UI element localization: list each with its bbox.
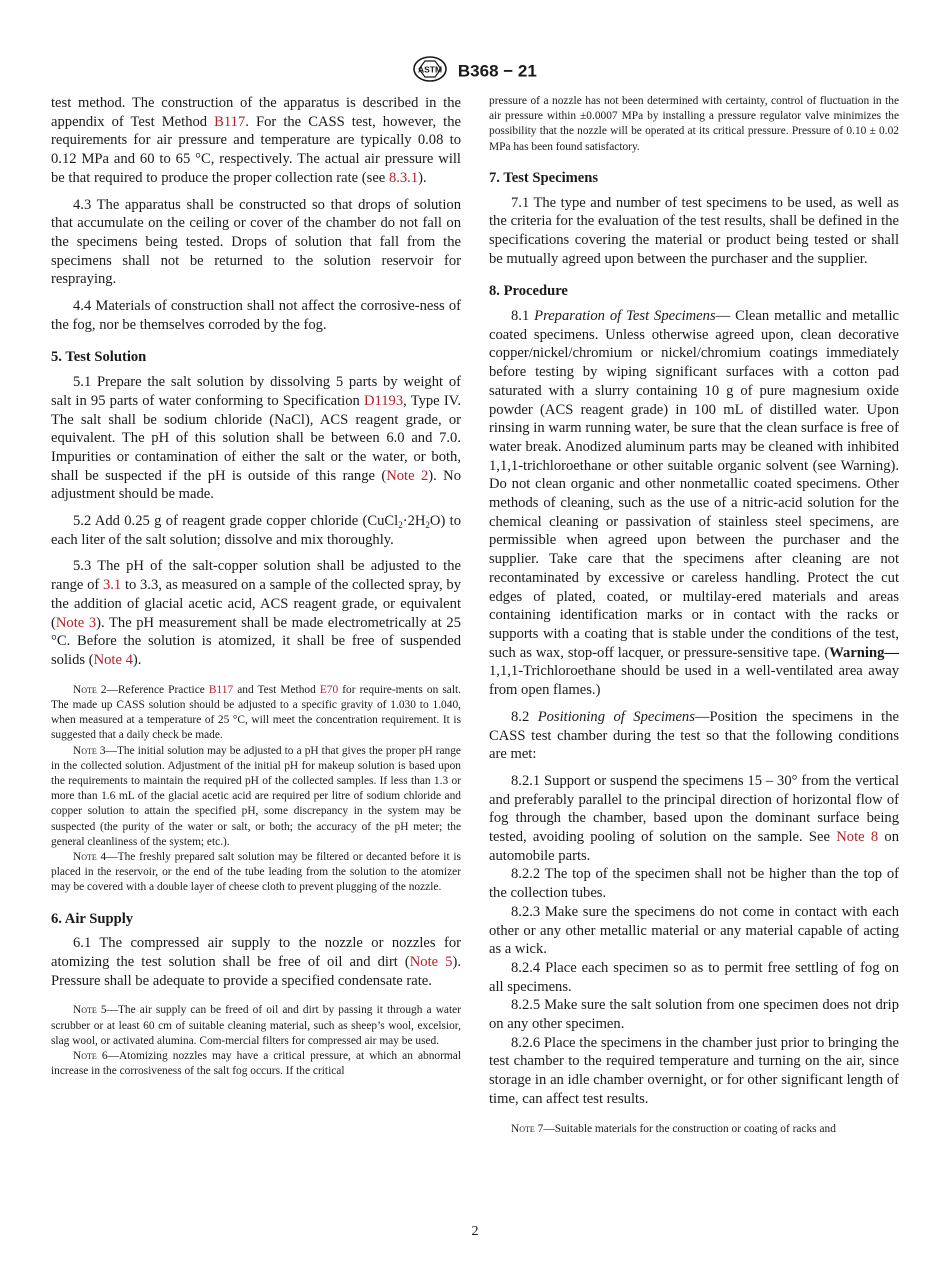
note-6: Note 6—Atomizing nozzles may have a critical pressure, at which an abnormal increase in the corrosiveness of the salt fog occurs. If the critical [51, 1049, 461, 1078]
link-note-4[interactable]: Note 4 [93, 651, 133, 668]
section-6-heading: 6. Air Supply [51, 910, 134, 927]
paragraph-6-1: 6.1 The compressed air supply to the nozzle or nozzles for atomizing the test solution shall be free of oil and dirt (Note 5). Pressure shall be adequate to provide a specified condensate rate. [51, 935, 461, 989]
paragraph-8-2-4: 8.2.4 Place each specimen so as to permit free settling of fog on all specimens. [489, 959, 899, 995]
paragraph-5-2: 5.2 Add 0.25 g of reagent grade copper chloride $(CuCl_2\cdot 2H_2O)$ to each liter of the salt solution; dissolve and mix thoroughly. [51, 513, 461, 548]
paragraph-5-1: 5.1 Prepare the salt solution by dissolving 5 parts by weight of salt in 95 parts of water conforming to Specification D1193, Type IV. The salt shall be sodium chloride (NaCl), ACS reagent grade, or equivalent. The pH of this solution shall be between 6.0 and 7.0. Impurities or contamination of either the salt or the water, or both, shall be suspected if the pH is outside of this range (Note 2). No adjustment should be made. [51, 374, 461, 503]
paragraph-4-2-cont: test method. The construction of the apparatus is described in the appendix of Test Method B117. For the CASS test, however, the requirements for air pressure and temperature are typically 0.08 to 0.12 MPa and 60 to 65 °C, respectively. The actual air pressure will be that required to produce the proper collection rate (see 8.3.1). [51, 95, 461, 186]
paragraph-4-4: 4.4 Materials of construction shall not affect the corrosive-ness of the fog, nor be themselves corroded by the fog. [51, 298, 461, 333]
link-d1193[interactable]: D1193 [363, 392, 404, 409]
paragraph-8-1: 8.1 Preparation of Test Specimens— Clean metallic and metallic coated specimens. Unless otherwise agreed upon, clean decorative copper/nickel/chromium or nickel/chromium coatings immediately before testing by wiping significant surfaces with a cotton pad saturated with a slurry containing 10 g of pure magnesium oxide powder (ACS reagent grade) in 100 mL of distilled water. Upon rinsing in warm running water, be sure that the clean surface is free of water break. Anodized aluminum parts may be cleaned with inhibited 1,1,1-trichloroethane or other suitable organic solvent (see Warning). Do not clean organic and other nonmetallic coated specimens. Other methods of cleaning, such as the use of a nitric-acid solution for the chemical cleaning or passivation of stainless steel specimens, are permissible when agreed upon between the purchaser and the supplier. Take care that the specimens after cleaning are not recontaminated by excessive or careless handling. Protect the cut edges of plated, coated, or multilay-ered materials and areas containing identification marks or in contact with the racks or supports with a coating that is stable under the conditions of the test, such as wax, stop-off lacquer, or pressure-sensitive tape. (Warning—1,1,1-Trichloroethane should be used in a well-ventilated area away from open flames.) [489, 308, 899, 699]
link-b117[interactable]: B117 [214, 113, 246, 130]
paragraph-8-2-2: 8.2.2 The top of the specimen shall not be higher than the top of the collection tubes. [489, 866, 899, 902]
note-4: Note 4—The freshly prepared salt solution may be filtered or decanted before it is placed in the reservoir, or the end of the tube leading from the solution to the atomizer may be covered with a double layer of cheese cloth to prevent plugging of the nozzle. [51, 850, 461, 894]
note-2: Note 2—Reference Practice B117 and Test Method E70 for require-ments on salt. The made up CASS solution should be adjusted to a specific gravity of 1.030 to 1.040, when measured at a temperature of 25 °C, will meet the concentration requirement. It is suggested that a daily check be made. [51, 683, 461, 742]
section-8-heading: 8. Procedure [489, 283, 568, 300]
link-note-5[interactable]: Note 5 [409, 953, 453, 970]
link-e70[interactable]: E70 [319, 683, 339, 696]
left-column [51, 94, 461, 1079]
note-6-cont: pressure of a nozzle has not been determined with certainty, control of fluctuation in the air pressure within ±0.0007 MPa by installing a pressure regulator valve minimizes the possibility that the nozzle will be operated at its critical pressure. Pressure of 0.10 ± 0.02 MPa has been found satisfactory. [489, 95, 899, 153]
note-7: Note 7—Suitable materials for the construction or coating of racks and [511, 1122, 836, 1135]
link-b117-note[interactable]: B117 [208, 683, 234, 696]
paragraph-5-3: 5.3 The pH of the salt-copper solution shall be adjusted to the range of 3.1 to 3.3, as measured on a sample of the collected spray, by the addition of glacial acetic acid, ACS reagent grade, or equivalent (Note 3). The pH measurement shall be made electrometrically at 25 °C. Before the solution is atomized, it shall be free of suspended solids (Note 4). [51, 558, 461, 668]
section-5-heading: 5. Test Solution [51, 349, 147, 366]
page-number: 2 [471, 1224, 479, 1239]
astm-logo-icon [413, 56, 447, 87]
paragraph-8-2-1: 8.2.1 Support or suspend the specimens 15 – 30° from the vertical and preferably parallel to the principal direction of horizontal flow of fog through the chamber, based upon the dominant surface being tested, avoiding pooling of solution on the sample. See Note 8 on automobile parts. [489, 772, 899, 864]
note-3: Note 3—The initial solution may be adjusted to a pH that gives the proper pH range in the collected solution. Adjustment of the initial pH for makeup solution is based upon the requirements to maintain the required pH of the collected samples. If less than 1.3 or more than 1.6 mL of the glacial acetic acid are required per litre of sodium chloride and copper solution to attain the specified pH, some discrepancy in the system may be suspected (the purity of the water or salt, or both; the accuracy of the pH meter; the general cleanliness of the system; etc.). [51, 744, 461, 848]
paragraph-7-1: 7.1 The type and number of test specimens to be used, as well as the criteria for the evaluation of the test results, shall be defined in the specifications covering the material or product being tested or shall be mutually agreed upon between the purchaser and the supplier. [489, 194, 899, 267]
right-column [489, 94, 899, 1137]
paragraph-4-3: 4.3 The apparatus shall be constructed so that drops of solution that accumulate on the ceiling or cover of the chamber do not fall on the specimens being tested. Drops of solution that fall from the specimens shall not be returned to the solution reservoir for respraying. [51, 196, 461, 288]
link-3-1[interactable]: 3.1 [102, 577, 122, 594]
svg-text:ASTM: ASTM [418, 64, 443, 75]
link-note-3[interactable]: Note 3 [55, 614, 97, 631]
note-5: Note 5—The air supply can be freed of oil and dirt by passing it through a water scrubber or at least 60 cm of suitable cleaning material, such as sheep’s wool, excelsior, slag wool, or activated alumina. Com-mercial filters for compressed air may be used. [51, 1004, 461, 1047]
paragraph-8-2: 8.2 Positioning of Specimens—Position the specimens in the CASS test chamber during the test so that the following conditions are met: [489, 708, 900, 763]
link-note-2[interactable]: Note 2 [386, 467, 429, 484]
link-note-8[interactable]: Note 8 [836, 829, 879, 846]
paragraph-8-2-6: 8.2.6 Place the specimens in the chamber just prior to bringing the test chamber to the required temperature and turning on the air, since storage in an idle chamber overnight, or for other significant length of time, can affect test results. [489, 1034, 899, 1107]
page-header [0, 56, 950, 87]
designation: B368 − 21 [457, 61, 537, 81]
link-8-3-1[interactable]: 8.3.1 [388, 169, 419, 186]
paragraph-8-2-5: 8.2.5 Make sure the salt solution from one specimen does not drip on any other specimen. [489, 997, 899, 1033]
paragraph-8-2-3: 8.2.3 Make sure the specimens do not come in contact with each other or any other metallic material or any material capable of acting as a wick. [489, 903, 899, 958]
section-7-heading: 7. Test Specimens [489, 169, 599, 186]
